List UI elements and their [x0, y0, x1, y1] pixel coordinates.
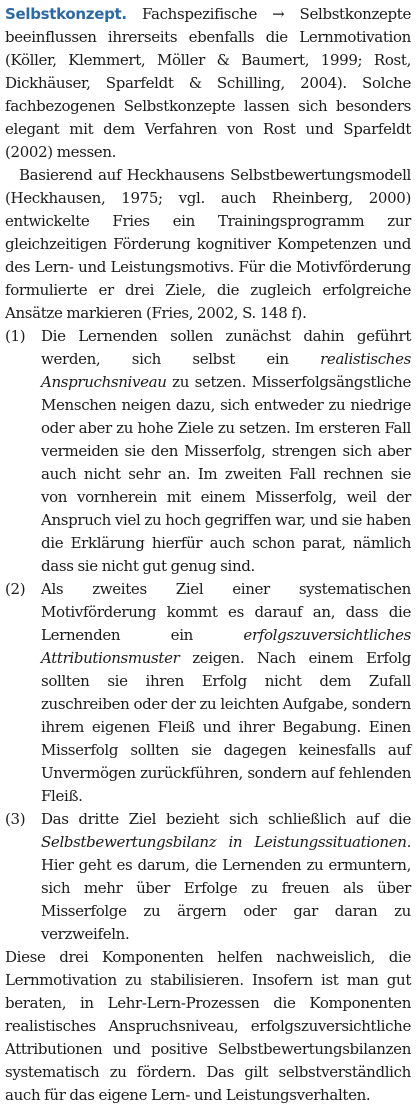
list-number: (2) — [5, 580, 26, 598]
selbstkonzept-text: Fachspezifische → Selbstkonzepte beeinflussen ihrerseits ebenfalls die Lernmotivation (Köller, Klemmert, Möller & Baumert, 1999; Rost, Dickhäuser, Sparfeldt & Schilling, 2004). Solche fachbezogenen Selbstkonzepte lassen sich besonders elegant mit dem Verfahren von Rost und Sparfeldt (2002) messen. — [5, 5, 411, 161]
section-keyword: Selbstkonzept. — [5, 5, 127, 23]
item-text: Hier geht es darum, die Lernenden zu ermuntern, sich mehr über Erfolge zu freuen als über Misserfolge zu ärgern oder gar daran zu verzweifeln. — [41, 856, 411, 943]
closing-paragraph: Diese drei Komponenten helfen nachweislich, die Lernmotivation zu stabilisieren. Insofern ist man gut beraten, in Lehr-Lern-Prozessen die Komponenten realistisches Anspruchsniveau, erfolgszuversichtliche Attributionen und positive Selbstbewertungsbilanzen systematisch zu fördern. Das gilt selbstverständlich auch für das eigene Lern- und Leistungsverhalten. — [5, 948, 411, 1104]
list-item — [5, 808, 411, 946]
item-text: zu setzen. Misserfolgsängstliche Menschen neigen dazu, sich entweder zu niedrige oder aber zu hohe Ziele zu setzen. Im ersteren Fall vermeiden sie den Misserfolg, strengen sich aber auch nicht sehr an. Im zweiten Fall rechnen sie von vornherein mit einem Misserfolg, weil der Anspruch viel zu hoch gegriffen war, und sie haben die Erklärung hierfür auch schon parat, nämlich dass sie nicht gut genug sind. — [41, 373, 411, 575]
document-page — [5, 3, 411, 1107]
heckhausen-paragraph: Basierend auf Heckhausens Selbstbewertungsmodell (Heckhausen, 1975; vgl. auch Rheinberg, 2000) entwickelte Fries ein Trainingsprogramm zur gleichzeitigen Förderung kognitiver Kompetenzen und des Lern- und Leistungsmotivs. Für die Motivförderung formulierte er drei Ziele, die zugleich erfolgreiche Ansätze markieren (Fries, 2002, S. 148 f). — [5, 166, 411, 322]
list-item — [5, 578, 411, 808]
list-item — [5, 325, 411, 578]
item-text: Das dritte Ziel bezieht sich schließlich auf die — [41, 810, 411, 828]
item-emphasis: realistisches Anspruchsniveau — [41, 350, 411, 391]
item-emphasis: erfolgszuversichtliches Attributionsmuster — [41, 626, 411, 667]
goal-list — [5, 325, 411, 946]
list-number: (3) — [5, 810, 26, 828]
item-text: Die Lernenden sollen zunächst dahin geführt werden, sich selbst ein — [41, 327, 411, 368]
list-number: (1) — [5, 327, 26, 345]
item-text: zeigen. Nach einem Erfolg sollten sie ihren Erfolg nicht dem Zufall zuschreiben oder der zu leichten Aufgabe, sondern ihrem eigenen Fleiß und ihrer Begabung. Einen Misserfolg sollten sie dagegen keinesfalls auf Unvermögen zurückführen, sondern auf fehlenden Fleiß. — [41, 649, 411, 805]
selbstkonzept-paragraph — [5, 3, 411, 164]
item-text: Als zweites Ziel einer systematischen Motivförderung kommt es darauf an, dass die Lernenden ein — [41, 580, 411, 644]
item-emphasis: Selbstbewertungsbilanz in Leistungssituationen. — [41, 833, 411, 851]
